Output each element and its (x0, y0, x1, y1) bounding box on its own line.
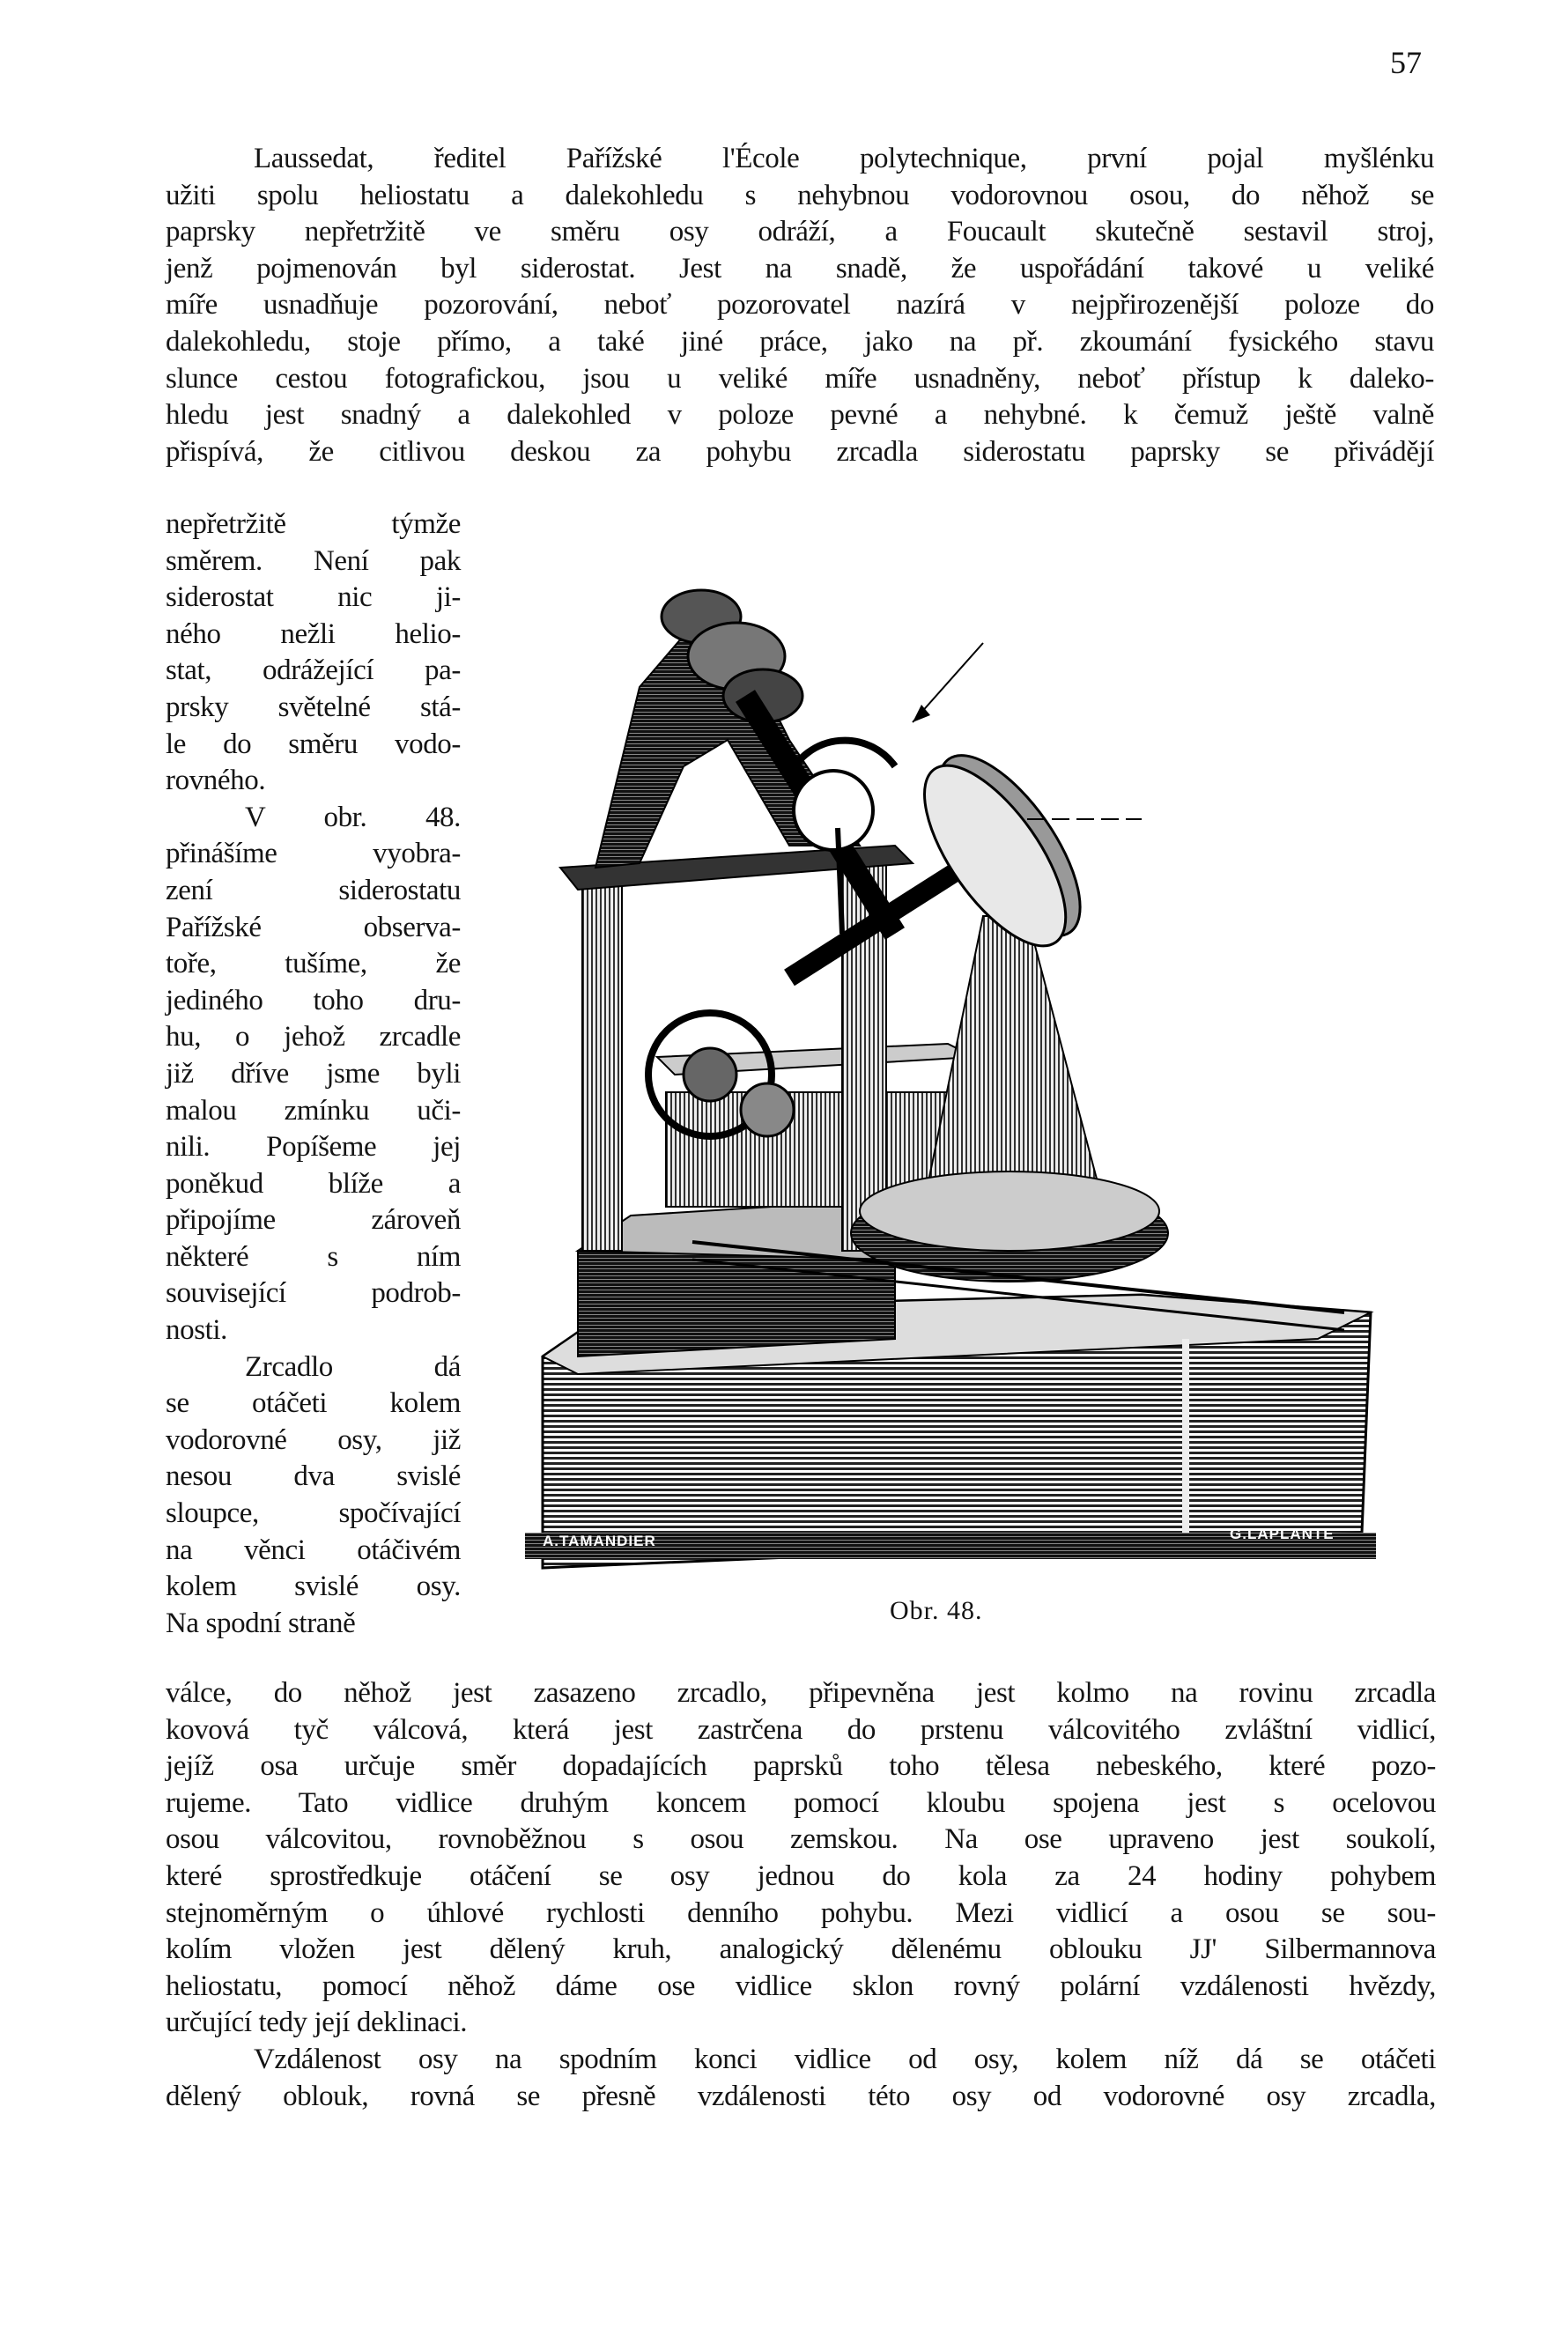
text-line: jediného toho dru- (166, 984, 461, 1016)
side-column-text (166, 506, 461, 1642)
text-line: le do směru vodo- (166, 728, 461, 760)
text-line: Vzdálenost osy na spodním konci vidlice od osy, kolem níž dá se otáčeti (254, 2043, 1436, 2075)
engraver-credit-left: A.TAMANDIER (543, 1533, 656, 1549)
text-line: rujeme. Tato vidlice druhým koncem pomocí kloubu spojena jest s ocelovou (166, 1786, 1436, 1819)
text-line: míře usnadňuje pozorování, neboť pozorovatel nazírá v nejpřirozenější poloze do (166, 289, 1434, 322)
text-line: Na spodní straně (166, 1607, 356, 1639)
text-line: některé s ním (166, 1240, 461, 1273)
text-line: ného nežli helio- (166, 617, 461, 650)
text-line: siderostat nic ji- (166, 581, 461, 614)
text-line: heliostatu, pomocí něhož dáme ose vidlice sklon rovný polární vzdálenosti hvězdy, (166, 1970, 1436, 2002)
text-line: užiti spolu heliostatu a dalekohledu s nehybnou vodorovnou osou, do něhož se (166, 179, 1434, 211)
text-line: již dříve jsme byli (166, 1057, 461, 1090)
text-line: stat, odrážející pa- (166, 654, 461, 687)
text-line: poněkud blíže a (166, 1167, 461, 1200)
text-line: zení siderostatu (166, 874, 461, 906)
page-number: 57 (1390, 45, 1422, 80)
text-line: hu, o jehož zrcadle (166, 1021, 461, 1053)
text-line: související podrob- (166, 1277, 461, 1310)
top-paragraph (166, 141, 1434, 470)
text-line: nili. Popíšeme jej (166, 1131, 461, 1164)
text-line: stejnoměrným o úhlové rychlosti denního pohybu. Mezi vidlicí a osou se sou- (166, 1896, 1436, 1929)
siderostat-illustration (525, 564, 1376, 1581)
text-line: paprsky nepřetržitě ve směru osy odráží, a Foucault skutečně sestavil stroj, (166, 216, 1434, 248)
text-line: určující tedy její deklinaci. (166, 2007, 468, 2039)
text-line: prsky světelné stá- (166, 691, 461, 723)
text-line: jejíž osa určuje směr dopadajících paprsků toho tělesa nebeského, které pozo- (166, 1750, 1436, 1783)
text-line: válce, do něhož jest zasazeno zrcadlo, připevněna jest kolmo na rovinu zrcadla (166, 1677, 1436, 1709)
text-line: na věnci otáčivém (166, 1534, 461, 1566)
text-line: nosti. (166, 1314, 228, 1347)
text-line: vodorovné osy, již (166, 1423, 461, 1456)
text-line: nepřetržitě týmže (166, 508, 461, 540)
text-line: malou zmínku uči- (166, 1094, 461, 1127)
text-line: směrem. Není pak (166, 544, 461, 577)
figure-caption: Obr. 48. (890, 1596, 983, 1625)
text-line: nesou dva svislé (166, 1460, 461, 1493)
text-line: sloupce, spočívající (166, 1497, 461, 1530)
text-line: přispívá, že citlivou deskou za pohybu zrcadla siderostatu paprsky se přivádějí (166, 435, 1434, 468)
text-line: dělený oblouk, rovná se přesně vzdálenosti této osy od vodorovné osy zrcadla, (166, 2080, 1436, 2112)
text-line: se otáčeti kolem (166, 1387, 461, 1420)
text-line: dalekohledu, stoje přímo, a také jiné práce, jako na př. zkoumání fysického stavu (166, 325, 1434, 358)
text-line: Pařížské observa- (166, 911, 461, 943)
engraver-credit-right: G.LAPLANTE (1230, 1526, 1335, 1542)
text-line: rovného. (166, 765, 266, 797)
text-line: kolem svislé osy. (166, 1571, 461, 1603)
text-line: Zrcadlo dá (245, 1350, 461, 1383)
text-line: V obr. 48. (245, 801, 461, 833)
text-line: kolím vložen jest dělený kruh, analogický dělenému oblouku JJ' Silbermannova (166, 1933, 1436, 1966)
text-line: Laussedat, ředitel Pařížské l'École polytechnique, první pojal myšlénku (254, 143, 1434, 174)
text-line: přinášíme vyobra- (166, 838, 461, 870)
text-line: které sprostředkuje otáčení se osy jednou do kola za 24 hodiny pohybem (166, 1859, 1436, 1892)
text-line: hledu jest snadný a dalekohled v poloze pevné a nehybné. k čemuž ještě valně (166, 399, 1434, 432)
text-line: toře, tušíme, že (166, 948, 461, 980)
text-line: připojíme zároveň (166, 1204, 461, 1237)
text-line: kovová tyč válcová, která jest zastrčena do prstenu válcovitého zvláštní vidlicí, (166, 1713, 1436, 1746)
bottom-paragraphs (166, 1675, 1436, 2115)
text-line: osou válcovitou, rovnoběžnou s osou zemskou. Na ose upraveno jest soukolí, (166, 1823, 1436, 1856)
text-line: slunce cestou fotografickou, jsou u veliké míře usnadněny, neboť přístup k daleko- (166, 362, 1434, 395)
siderostat-engraving (525, 564, 1376, 1581)
text-line: jenž pojmenován byl siderostat. Jest na snadě, že uspořádání takové u veliké (166, 252, 1434, 285)
